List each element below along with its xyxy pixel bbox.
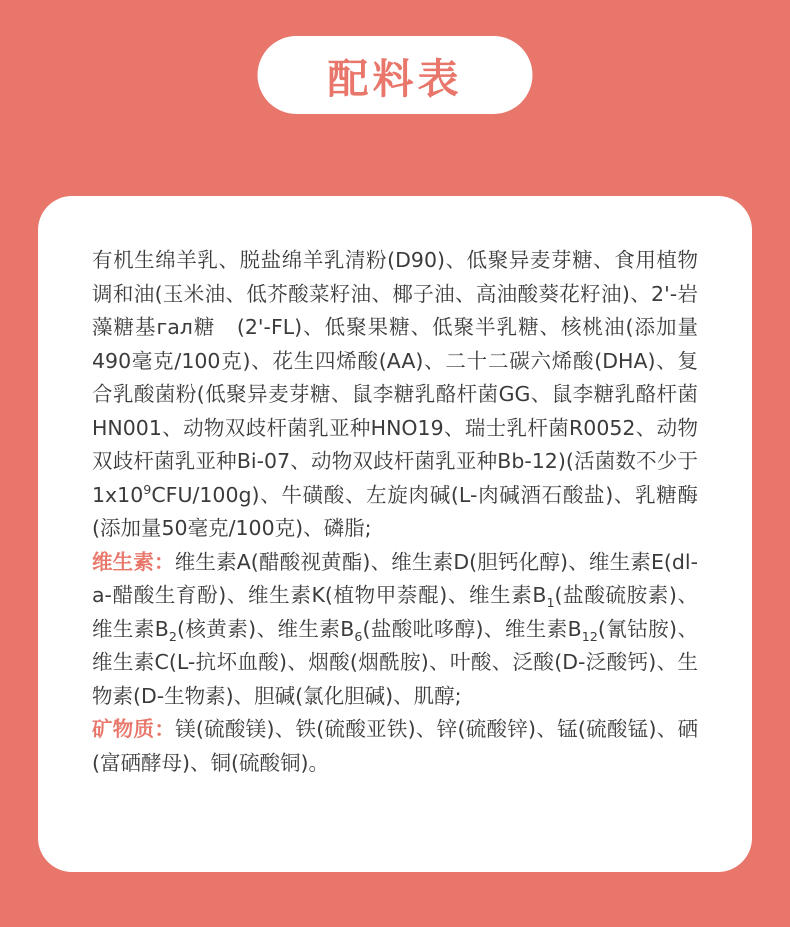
ingredients-body [92,244,698,780]
cfu-exponent: 9 [143,481,152,497]
vitamins-label: 维生素： [92,549,175,574]
vitamins-text-c: (核黄素)、维生素B [176,616,355,641]
vitamin-b2-subscript: 2 [168,628,177,644]
minerals-paragraph [92,713,698,780]
ingredients-main-part-2: CFU/100g)、牛磺酸、左旋肉碱(L-肉碱酒石酸盐)、乳糖酶(添加量50毫克/100克)、磷脂; [92,482,698,540]
vitamin-b12-subscript: 12 [581,628,598,644]
vitamin-b1-subscript: 1 [546,595,555,611]
vitamins-text-b: (盐酸硫胺素)、维生素B [92,583,698,641]
ingredients-main-paragraph [92,244,698,546]
vitamin-b6-subscript: 6 [354,628,363,644]
title-pill [258,36,533,114]
vitamins-text-a: 维生素A(醋酸视黄酯)、维生素D(胆钙化醇)、维生素E(dl-a-醋酸生育酚)、维生素K(植物甲萘醌)、维生素B [92,549,698,607]
ingredients-card [38,196,752,872]
vitamins-text-d: (盐酸吡哆醇)、维生素B [362,616,582,641]
minerals-text: 镁(硫酸镁)、铁(硫酸亚铁)、锌(硫酸锌)、锰(硫酸锰)、硒(富硒酵母)、铜(硫酸铜)。 [92,717,698,775]
vitamins-paragraph [92,546,698,714]
minerals-label: 矿物质： [92,717,176,741]
vitamins-text-e: (氰钴胺)、维生素C(L-抗坏血酸)、烟酸(烟酰胺)、叶酸、泛酸(D-泛酸钙)、生物素(D-生物素)、胆碱(氯化胆碱)、肌醇; [92,616,698,708]
ingredients-main-part-1: 有机生绵羊乳、脱盐绵羊乳清粉(D90)、低聚异麦芽糖、食用植物调和油(玉米油、低芥酸菜籽油、椰子油、高油酸葵花籽油)、2'-岩藻糖基гал糖 (2'-FL)、低聚果糖、低聚半乳糖、核桃油(添加量490毫克/100克)、花生四烯酸(AA)、二十二碳六烯酸(DHA)、复合乳酸菌粉(低聚异麦芽糖、鼠李糖乳酪杆菌GG、鼠李糖乳酪杆菌HN001、动物双歧杆菌乳亚种HNO19、瑞士乳杆菌R0052、动物双歧杆菌乳亚种Bi-07、动物双歧杆菌乳亚种Bb-12)(活菌数不少于1x10 [92,248,698,507]
page-title: 配料表 [327,54,463,103]
